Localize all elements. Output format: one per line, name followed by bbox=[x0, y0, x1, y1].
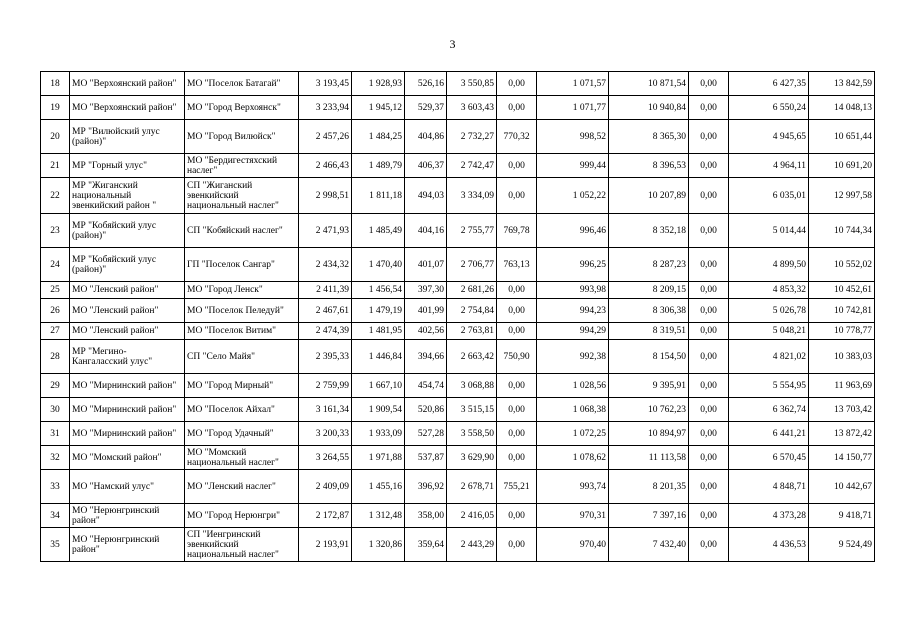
value-cell: 396,92 bbox=[405, 470, 447, 504]
value-cell: 2 754,84 bbox=[447, 299, 497, 323]
value-cell: 10 651,44 bbox=[809, 120, 875, 154]
row-number: 28 bbox=[41, 340, 70, 374]
value-cell: 397,30 bbox=[405, 282, 447, 299]
value-cell: 520,86 bbox=[405, 398, 447, 422]
table-row bbox=[41, 214, 875, 248]
value-cell: 1 479,19 bbox=[352, 299, 405, 323]
value-cell: 0,00 bbox=[689, 374, 729, 398]
value-cell: 404,86 bbox=[405, 120, 447, 154]
value-cell: 1 456,54 bbox=[352, 282, 405, 299]
value-cell: 2 732,27 bbox=[447, 120, 497, 154]
value-cell: 13 872,42 bbox=[809, 422, 875, 446]
value-cell: 0,00 bbox=[689, 422, 729, 446]
value-cell: 0,00 bbox=[497, 504, 537, 528]
value-cell: 0,00 bbox=[689, 299, 729, 323]
value-cell: 10 552,02 bbox=[809, 248, 875, 282]
municipality-cell: СП "Иенгринский эвенкийский национальный наслег" bbox=[185, 528, 299, 562]
municipality-cell: МО "Бердигестяхский наслег" bbox=[185, 154, 299, 178]
value-cell: 5 048,21 bbox=[729, 323, 809, 340]
value-cell: 3 068,88 bbox=[447, 374, 497, 398]
value-cell: 12 997,58 bbox=[809, 178, 875, 214]
value-cell: 2 466,43 bbox=[299, 154, 352, 178]
value-cell: 0,00 bbox=[689, 72, 729, 96]
value-cell: 770,32 bbox=[497, 120, 537, 154]
value-cell: 0,00 bbox=[497, 96, 537, 120]
value-cell: 0,00 bbox=[689, 214, 729, 248]
value-cell: 1 072,25 bbox=[537, 422, 609, 446]
value-cell: 1 933,09 bbox=[352, 422, 405, 446]
value-cell: 3 200,33 bbox=[299, 422, 352, 446]
value-cell: 8 365,30 bbox=[609, 120, 689, 154]
table-row bbox=[41, 422, 875, 446]
municipality-cell: МО "Поселок Айхал" bbox=[185, 398, 299, 422]
row-number: 23 bbox=[41, 214, 70, 248]
municipality-cell: МО "Город Нерюнгри" bbox=[185, 504, 299, 528]
value-cell: 2 457,26 bbox=[299, 120, 352, 154]
value-cell: 1 481,95 bbox=[352, 323, 405, 340]
district-cell: МО "Ленский район" bbox=[70, 323, 185, 340]
value-cell: 0,00 bbox=[689, 398, 729, 422]
value-cell: 2 759,99 bbox=[299, 374, 352, 398]
value-cell: 8 287,23 bbox=[609, 248, 689, 282]
value-cell: 2 763,81 bbox=[447, 323, 497, 340]
value-cell: 8 201,35 bbox=[609, 470, 689, 504]
value-cell: 2 434,32 bbox=[299, 248, 352, 282]
row-number: 21 bbox=[41, 154, 70, 178]
value-cell: 10 744,34 bbox=[809, 214, 875, 248]
value-cell: 3 603,43 bbox=[447, 96, 497, 120]
value-cell: 4 964,11 bbox=[729, 154, 809, 178]
value-cell: 3 515,15 bbox=[447, 398, 497, 422]
value-cell: 4 373,28 bbox=[729, 504, 809, 528]
value-cell: 0,00 bbox=[689, 504, 729, 528]
value-cell: 0,00 bbox=[497, 178, 537, 214]
district-cell: МО "Намский улус" bbox=[70, 470, 185, 504]
value-cell: 2 172,87 bbox=[299, 504, 352, 528]
table-row bbox=[41, 470, 875, 504]
value-cell: 527,28 bbox=[405, 422, 447, 446]
row-number: 24 bbox=[41, 248, 70, 282]
district-cell: МО "Нерюнгринский район" bbox=[70, 528, 185, 562]
value-cell: 0,00 bbox=[497, 398, 537, 422]
value-cell: 2 411,39 bbox=[299, 282, 352, 299]
municipality-cell: МО "Город Ленск" bbox=[185, 282, 299, 299]
value-cell: 404,16 bbox=[405, 214, 447, 248]
table-row bbox=[41, 340, 875, 374]
value-cell: 4 945,65 bbox=[729, 120, 809, 154]
value-cell: 2 467,61 bbox=[299, 299, 352, 323]
district-cell: МР "Кобяйский улус (район)" bbox=[70, 248, 185, 282]
value-cell: 2 474,39 bbox=[299, 323, 352, 340]
value-cell: 0,00 bbox=[689, 120, 729, 154]
value-cell: 494,03 bbox=[405, 178, 447, 214]
value-cell: 0,00 bbox=[689, 96, 729, 120]
table-row bbox=[41, 398, 875, 422]
value-cell: 1 928,93 bbox=[352, 72, 405, 96]
row-number: 30 bbox=[41, 398, 70, 422]
district-cell: МО "Ленский район" bbox=[70, 282, 185, 299]
value-cell: 0,00 bbox=[689, 470, 729, 504]
municipality-cell: МО "Город Вилюйск" bbox=[185, 120, 299, 154]
value-cell: 1 071,77 bbox=[537, 96, 609, 120]
value-cell: 10 742,81 bbox=[809, 299, 875, 323]
value-cell: 996,46 bbox=[537, 214, 609, 248]
value-cell: 1 811,18 bbox=[352, 178, 405, 214]
table-row bbox=[41, 96, 875, 120]
value-cell: 1 068,38 bbox=[537, 398, 609, 422]
value-cell: 2 409,09 bbox=[299, 470, 352, 504]
table-row bbox=[41, 528, 875, 562]
table-row bbox=[41, 282, 875, 299]
value-cell: 998,52 bbox=[537, 120, 609, 154]
value-cell: 6 427,35 bbox=[729, 72, 809, 96]
value-cell: 6 570,45 bbox=[729, 446, 809, 470]
district-cell: МР "Кобяйский улус (район)" bbox=[70, 214, 185, 248]
value-cell: 970,40 bbox=[537, 528, 609, 562]
row-number: 31 bbox=[41, 422, 70, 446]
value-cell: 1 470,40 bbox=[352, 248, 405, 282]
municipality-cell: МО "Город Удачный" bbox=[185, 422, 299, 446]
table-row bbox=[41, 446, 875, 470]
value-cell: 4 853,32 bbox=[729, 282, 809, 299]
district-cell: МО "Нерюнгринский район" bbox=[70, 504, 185, 528]
value-cell: 1 485,49 bbox=[352, 214, 405, 248]
value-cell: 0,00 bbox=[497, 72, 537, 96]
table-row bbox=[41, 323, 875, 340]
value-cell: 996,25 bbox=[537, 248, 609, 282]
value-cell: 1 909,54 bbox=[352, 398, 405, 422]
value-cell: 402,56 bbox=[405, 323, 447, 340]
value-cell: 8 319,51 bbox=[609, 323, 689, 340]
value-cell: 9 418,71 bbox=[809, 504, 875, 528]
value-cell: 0,00 bbox=[497, 154, 537, 178]
value-cell: 394,66 bbox=[405, 340, 447, 374]
value-cell: 10 894,97 bbox=[609, 422, 689, 446]
row-number: 33 bbox=[41, 470, 70, 504]
value-cell: 769,78 bbox=[497, 214, 537, 248]
value-cell: 14 150,77 bbox=[809, 446, 875, 470]
value-cell: 401,07 bbox=[405, 248, 447, 282]
page-number: 3 bbox=[449, 37, 456, 51]
value-cell: 10 691,20 bbox=[809, 154, 875, 178]
value-cell: 454,74 bbox=[405, 374, 447, 398]
municipality-cell: МО "Поселок Пеледуй" bbox=[185, 299, 299, 323]
value-cell: 3 334,09 bbox=[447, 178, 497, 214]
value-cell: 0,00 bbox=[497, 528, 537, 562]
value-cell: 406,37 bbox=[405, 154, 447, 178]
value-cell: 6 035,01 bbox=[729, 178, 809, 214]
value-cell: 10 871,54 bbox=[609, 72, 689, 96]
row-number: 32 bbox=[41, 446, 70, 470]
value-cell: 2 443,29 bbox=[447, 528, 497, 562]
value-cell: 0,00 bbox=[689, 282, 729, 299]
table-row bbox=[41, 178, 875, 214]
value-cell: 4 899,50 bbox=[729, 248, 809, 282]
value-cell: 1 028,56 bbox=[537, 374, 609, 398]
district-cell: МО "Мирнинский район" bbox=[70, 398, 185, 422]
value-cell: 13 842,59 bbox=[809, 72, 875, 96]
value-cell: 8 396,53 bbox=[609, 154, 689, 178]
municipality-cell: МО "Поселок Витим" bbox=[185, 323, 299, 340]
value-cell: 8 209,15 bbox=[609, 282, 689, 299]
district-cell: МО "Верхоянский район" bbox=[70, 72, 185, 96]
municipality-cell: ГП "Поселок Сангар" bbox=[185, 248, 299, 282]
value-cell: 0,00 bbox=[689, 323, 729, 340]
table-row bbox=[41, 374, 875, 398]
value-cell: 994,23 bbox=[537, 299, 609, 323]
value-cell: 5 026,78 bbox=[729, 299, 809, 323]
value-cell: 11 963,69 bbox=[809, 374, 875, 398]
row-number: 26 bbox=[41, 299, 70, 323]
value-cell: 6 550,24 bbox=[729, 96, 809, 120]
value-cell: 2 706,77 bbox=[447, 248, 497, 282]
value-cell: 0,00 bbox=[689, 154, 729, 178]
value-cell: 1 446,84 bbox=[352, 340, 405, 374]
row-number: 35 bbox=[41, 528, 70, 562]
value-cell: 10 940,84 bbox=[609, 96, 689, 120]
value-cell: 1 320,86 bbox=[352, 528, 405, 562]
value-cell: 0,00 bbox=[689, 340, 729, 374]
value-cell: 10 442,67 bbox=[809, 470, 875, 504]
value-cell: 2 471,93 bbox=[299, 214, 352, 248]
row-number: 20 bbox=[41, 120, 70, 154]
value-cell: 14 048,13 bbox=[809, 96, 875, 120]
value-cell: 1 667,10 bbox=[352, 374, 405, 398]
value-cell: 992,38 bbox=[537, 340, 609, 374]
value-cell: 763,13 bbox=[497, 248, 537, 282]
row-number: 34 bbox=[41, 504, 70, 528]
value-cell: 0,00 bbox=[497, 422, 537, 446]
value-cell: 3 264,55 bbox=[299, 446, 352, 470]
value-cell: 8 306,38 bbox=[609, 299, 689, 323]
row-number: 29 bbox=[41, 374, 70, 398]
value-cell: 6 362,74 bbox=[729, 398, 809, 422]
value-cell: 358,00 bbox=[405, 504, 447, 528]
district-cell: МО "Мирнинский район" bbox=[70, 422, 185, 446]
value-cell: 1 078,62 bbox=[537, 446, 609, 470]
value-cell: 999,44 bbox=[537, 154, 609, 178]
table-row bbox=[41, 299, 875, 323]
value-cell: 0,00 bbox=[689, 528, 729, 562]
row-number: 22 bbox=[41, 178, 70, 214]
value-cell: 0,00 bbox=[497, 282, 537, 299]
value-cell: 0,00 bbox=[689, 446, 729, 470]
value-cell: 0,00 bbox=[497, 323, 537, 340]
municipality-cell: МО "Момский национальный наслег" bbox=[185, 446, 299, 470]
value-cell: 2 755,77 bbox=[447, 214, 497, 248]
row-number: 18 bbox=[41, 72, 70, 96]
value-cell: 401,99 bbox=[405, 299, 447, 323]
value-cell: 2 742,47 bbox=[447, 154, 497, 178]
value-cell: 4 821,02 bbox=[729, 340, 809, 374]
value-cell: 0,00 bbox=[689, 178, 729, 214]
value-cell: 1 484,25 bbox=[352, 120, 405, 154]
value-cell: 10 452,61 bbox=[809, 282, 875, 299]
value-cell: 0,00 bbox=[497, 446, 537, 470]
value-cell: 7 432,40 bbox=[609, 528, 689, 562]
value-cell: 5 014,44 bbox=[729, 214, 809, 248]
value-cell: 13 703,42 bbox=[809, 398, 875, 422]
municipality-cell: МО "Поселок Батагай" bbox=[185, 72, 299, 96]
value-cell: 5 554,95 bbox=[729, 374, 809, 398]
value-cell: 3 558,50 bbox=[447, 422, 497, 446]
value-cell: 10 762,23 bbox=[609, 398, 689, 422]
value-cell: 6 441,21 bbox=[729, 422, 809, 446]
value-cell: 2 678,71 bbox=[447, 470, 497, 504]
value-cell: 1 071,57 bbox=[537, 72, 609, 96]
value-cell: 526,16 bbox=[405, 72, 447, 96]
district-cell: МО "Мирнинский район" bbox=[70, 374, 185, 398]
value-cell: 993,74 bbox=[537, 470, 609, 504]
municipality-cell: МО "Город Верхоянск" bbox=[185, 96, 299, 120]
value-cell: 1 052,22 bbox=[537, 178, 609, 214]
value-cell: 1 312,48 bbox=[352, 504, 405, 528]
value-cell: 0,00 bbox=[497, 299, 537, 323]
table-row bbox=[41, 72, 875, 96]
municipality-cell: МО "Город Мирный" bbox=[185, 374, 299, 398]
value-cell: 10 207,89 bbox=[609, 178, 689, 214]
row-number: 27 bbox=[41, 323, 70, 340]
value-cell: 10 778,77 bbox=[809, 323, 875, 340]
value-cell: 4 848,71 bbox=[729, 470, 809, 504]
value-cell: 755,21 bbox=[497, 470, 537, 504]
district-cell: МР "Горный улус" bbox=[70, 154, 185, 178]
table-row bbox=[41, 248, 875, 282]
value-cell: 750,90 bbox=[497, 340, 537, 374]
value-cell: 8 154,50 bbox=[609, 340, 689, 374]
table-row bbox=[41, 120, 875, 154]
district-cell: МР "Мегино-Кангаласский улус" bbox=[70, 340, 185, 374]
value-cell: 9 524,49 bbox=[809, 528, 875, 562]
value-cell: 7 397,16 bbox=[609, 504, 689, 528]
value-cell: 3 629,90 bbox=[447, 446, 497, 470]
row-number: 19 bbox=[41, 96, 70, 120]
value-cell: 537,87 bbox=[405, 446, 447, 470]
value-cell: 2 998,51 bbox=[299, 178, 352, 214]
value-cell: 9 395,91 bbox=[609, 374, 689, 398]
municipality-cell: СП "Жиганский эвенкийский национальный наслег" bbox=[185, 178, 299, 214]
value-cell: 993,98 bbox=[537, 282, 609, 299]
municipality-cell: СП "Кобяйский наслег" bbox=[185, 214, 299, 248]
value-cell: 529,37 bbox=[405, 96, 447, 120]
value-cell: 1 455,16 bbox=[352, 470, 405, 504]
value-cell: 0,00 bbox=[497, 374, 537, 398]
value-cell: 2 663,42 bbox=[447, 340, 497, 374]
value-cell: 10 383,03 bbox=[809, 340, 875, 374]
district-cell: МО "Ленский район" bbox=[70, 299, 185, 323]
table-row bbox=[41, 504, 875, 528]
value-cell: 4 436,53 bbox=[729, 528, 809, 562]
district-cell: МР "Вилюйский улус (район)" bbox=[70, 120, 185, 154]
value-cell: 970,31 bbox=[537, 504, 609, 528]
value-cell: 3 161,34 bbox=[299, 398, 352, 422]
value-cell: 2 193,91 bbox=[299, 528, 352, 562]
value-cell: 359,64 bbox=[405, 528, 447, 562]
value-cell: 1 945,12 bbox=[352, 96, 405, 120]
value-cell: 2 681,26 bbox=[447, 282, 497, 299]
district-cell: МО "Момский район" bbox=[70, 446, 185, 470]
value-cell: 11 113,58 bbox=[609, 446, 689, 470]
value-cell: 3 550,85 bbox=[447, 72, 497, 96]
value-cell: 994,29 bbox=[537, 323, 609, 340]
row-number: 25 bbox=[41, 282, 70, 299]
value-cell: 1 971,88 bbox=[352, 446, 405, 470]
value-cell: 2 416,05 bbox=[447, 504, 497, 528]
value-cell: 8 352,18 bbox=[609, 214, 689, 248]
value-cell: 0,00 bbox=[689, 248, 729, 282]
value-cell: 3 193,45 bbox=[299, 72, 352, 96]
value-cell: 2 395,33 bbox=[299, 340, 352, 374]
value-cell: 3 233,94 bbox=[299, 96, 352, 120]
data-table bbox=[40, 71, 875, 562]
municipality-cell: МО "Ленский наслег" bbox=[185, 470, 299, 504]
municipality-cell: СП "Село Майя" bbox=[185, 340, 299, 374]
table-row bbox=[41, 154, 875, 178]
district-cell: МО "Верхоянский район" bbox=[70, 96, 185, 120]
district-cell: МР "Жиганский национальный эвенкийский район " bbox=[70, 178, 185, 214]
value-cell: 1 489,79 bbox=[352, 154, 405, 178]
